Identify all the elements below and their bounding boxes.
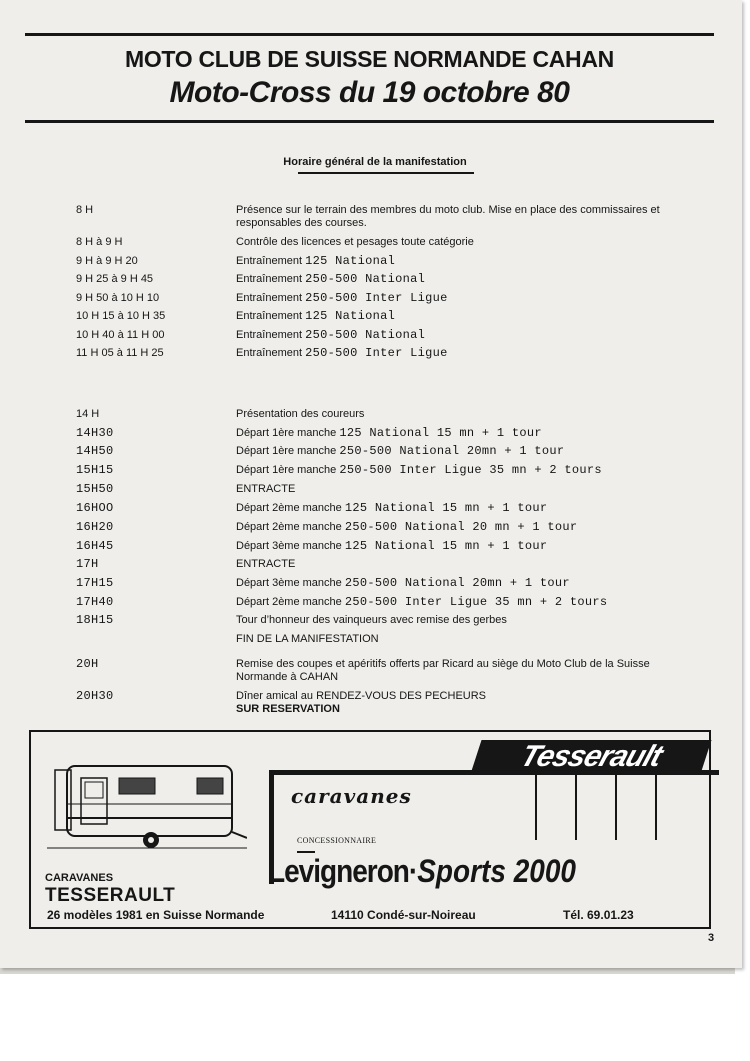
dealer-name-text: Levigneron· (268, 853, 418, 889)
caravan-illustration (47, 756, 247, 856)
row-detail: 250-500 Inter Ligue 35 mn + 2 tours (339, 463, 602, 477)
row-detail: 250-500 National 20mn + 1 tour (339, 444, 565, 458)
row-desc: Remise des coupes et apéritifs offerts par Ricard au siège du Moto Club de la Suisse Normande à CAHAN (236, 658, 650, 683)
row-time: 9 H 50 à 10 H 10 (76, 292, 160, 304)
row-time: 20H30 (76, 689, 114, 703)
row-time: 16H20 (76, 520, 114, 534)
club-title: MOTO CLUB DE SUISSE NORMANDE CAHAN (124, 46, 614, 72)
row-time: 11 H 05 à 11 H 25 (76, 347, 164, 359)
row-desc: Départ 2ème manche (236, 502, 342, 514)
caravan-label-line1: CARAVANES (45, 872, 114, 884)
row-detail: 250-500 National (305, 328, 426, 342)
row-detail: 250-500 National 20 mn + 1 tour (344, 520, 578, 534)
row-desc: Départ 3ème manche (236, 540, 342, 552)
row-detail: 125 National (305, 254, 396, 268)
row-desc: Départ 2ème manche (236, 521, 342, 533)
row-detail: 125 National 15 mn + 1 tour (344, 539, 548, 553)
row-detail: 250-500 National 20mn + 1 tour (344, 576, 570, 590)
logo-text: Tesserault (516, 740, 667, 773)
row-desc: Contrôle des licences et pesages toute catégorie (236, 236, 474, 248)
row-desc: Départ 3ème manche (236, 577, 342, 589)
concession-label: CONCESSIONNAIRE (297, 836, 377, 845)
row-time: 14 H (76, 408, 100, 420)
dealer-sports-text: Sports 2000 (417, 853, 576, 889)
row-detail: 125 National 15 mn + 1 tour (339, 426, 542, 440)
row-desc: Présentation des coureurs (236, 408, 365, 420)
row-time: 15H50 (76, 482, 114, 496)
row-detail: 250-500 Inter Ligue (305, 346, 448, 360)
row-desc: Dîner amical au RENDEZ-VOUS DES PECHEURS (236, 690, 487, 702)
schedule-heading: Horaire général de la manifestation (283, 156, 467, 168)
row-desc: Entraînement (236, 310, 303, 322)
row-time: 8 H (76, 204, 94, 216)
event-title: Moto-Cross du 19 octobre 80 (169, 76, 570, 109)
row-time: 15H15 (76, 463, 114, 477)
row-desc: Départ 1ère manche (236, 427, 337, 439)
row-time: 17H (76, 557, 99, 571)
row-time: 20H (76, 657, 99, 671)
row-time: 10 H 15 à 10 H 35 (76, 310, 166, 322)
row-detail: 250-500 National (305, 272, 426, 286)
row-time: 17H15 (76, 576, 114, 590)
caravanes-script: caravanes (291, 784, 412, 808)
row-time: 9 H 25 à 9 H 45 (76, 273, 154, 285)
caravan-label-line2: TESSERAULT (45, 885, 176, 906)
row-detail: 125 National (305, 309, 396, 323)
page-number: 3 (708, 932, 715, 944)
row-desc: Tour d’honneur des vainqueurs avec remise des gerbes (236, 614, 507, 626)
row-time: 16H45 (76, 539, 114, 553)
header-bottom-rule (25, 120, 714, 123)
row-desc: Entraînement (236, 273, 303, 285)
shopfront-illustration (506, 762, 706, 842)
top-rule (25, 33, 714, 36)
row-detail: 250-500 Inter Ligue 35 mn + 2 tours (344, 595, 608, 609)
dealer-address: 14110 Condé-sur-Noireau (331, 908, 476, 922)
advert-box (29, 730, 711, 929)
row-desc: Entraînement (236, 347, 303, 359)
row-time: 16HOO (76, 501, 114, 515)
row-desc: Présence sur le terrain des membres du moto club. Mise en place des commissaires et responsables des courses. (236, 204, 660, 229)
tesserault-logo (470, 740, 711, 774)
row-desc: Départ 1ère manche (236, 464, 337, 476)
row-detail: 125 National 15 mn + 1 tour (344, 501, 548, 515)
row-desc: Départ 2ème manche (236, 596, 342, 608)
schedule-heading-underline (298, 172, 474, 174)
row-desc: ENTRACTE (236, 558, 296, 570)
row-time: 14H30 (76, 426, 114, 440)
row-time: 9 H à 9 H 20 (76, 255, 138, 267)
row-desc: FIN DE LA MANIFESTATION (236, 633, 379, 645)
row-desc: ENTRACTE (236, 483, 296, 495)
row-desc: Départ 1ère manche (236, 445, 337, 457)
row-detail: 250-500 Inter Ligue (305, 291, 448, 305)
reservation-note: SUR RESERVATION (236, 703, 340, 715)
row-desc: Entraînement (236, 329, 303, 341)
row-time: 10 H 40 à 11 H 00 (76, 329, 165, 341)
dealer-name (268, 853, 576, 890)
row-desc: Entraînement (236, 255, 303, 267)
row-desc: Entraînement (236, 292, 303, 304)
models-text: 26 modèles 1981 en Suisse Normande (47, 908, 265, 922)
row-time: 17H40 (76, 595, 114, 609)
dealer-phone: Tél. 69.01.23 (563, 908, 634, 922)
row-time: 14H50 (76, 444, 114, 458)
row-time: 18H15 (76, 613, 114, 627)
row-time: 8 H à 9 H (76, 236, 123, 248)
